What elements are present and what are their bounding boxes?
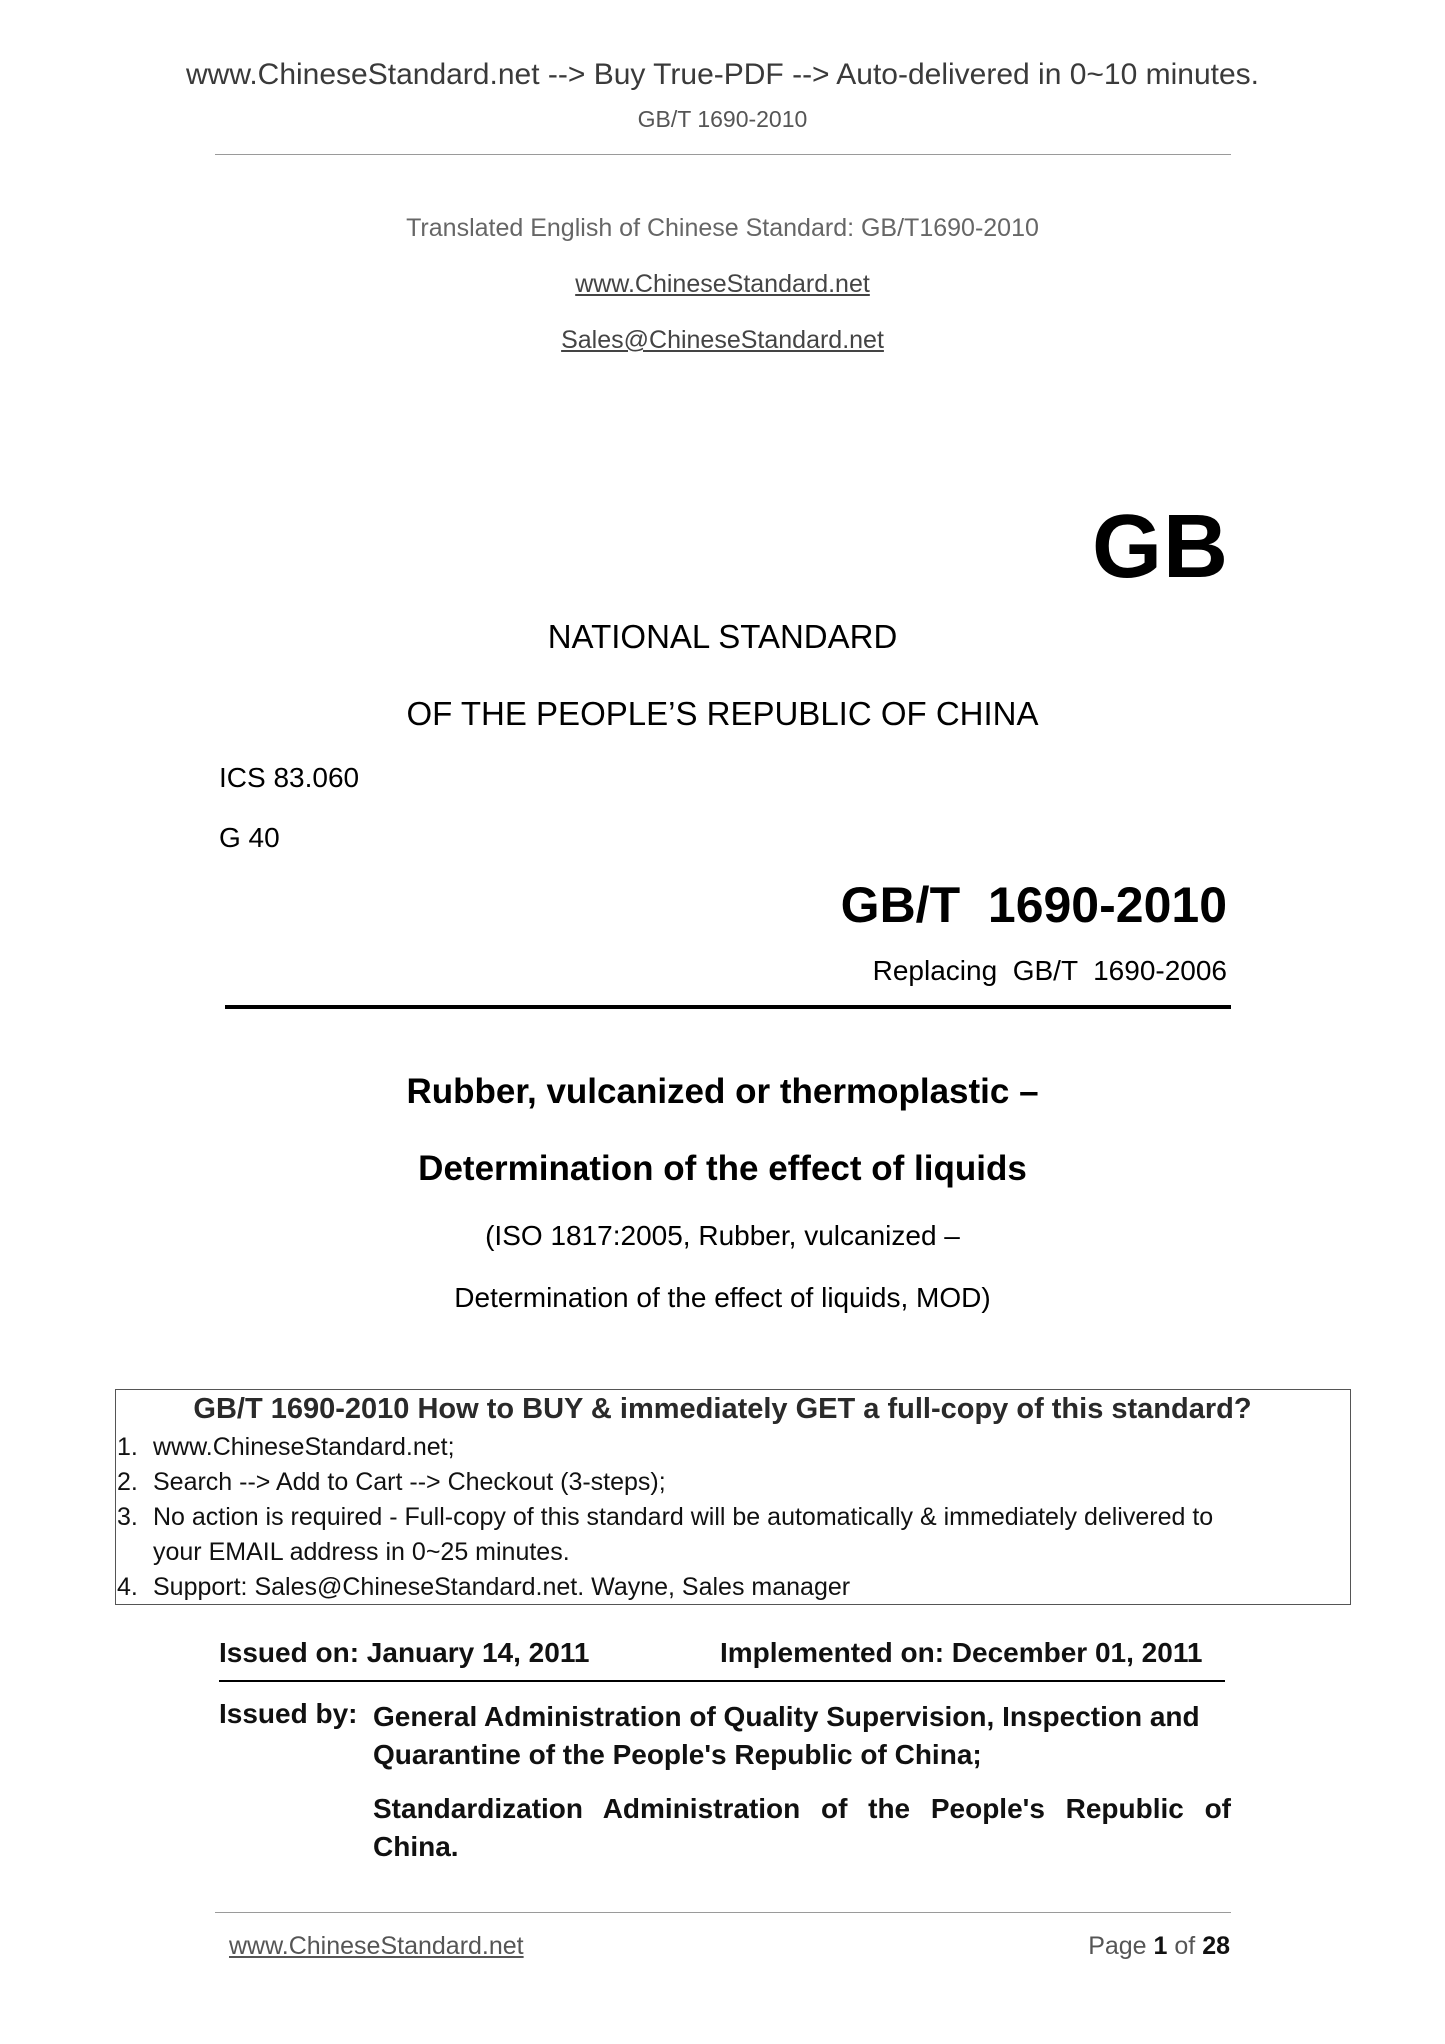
purchase-step-continuation: your EMAIL address in 0~25 minutes. <box>153 1538 570 1566</box>
iso-reference-line-1: (ISO 1817:2005, Rubber, vulcanized – <box>485 1220 960 1251</box>
translated-notice: Translated English of Chinese Standard: GB/T1690-2010 <box>406 214 1039 242</box>
total-pages: 28 <box>1202 1932 1230 1960</box>
purchase-step: 3. No action is required - Full-copy of this standard will be automatically & immediately delivered to <box>117 1503 1214 1531</box>
national-standard-heading: NATIONAL STANDARD <box>547 618 898 655</box>
standard-number: GB/T 1690-2010 <box>840 877 1227 933</box>
page-number: Page 1 of 28 <box>1088 1932 1230 1960</box>
issued-on-date: Issued on: January 14, 2011 <box>219 1637 590 1668</box>
header-divider <box>215 154 1231 155</box>
header-promo-line: www.ChineseStandard.net --> Buy True-PDF --> Auto-delivered in 0~10 minutes. <box>185 58 1260 91</box>
site-link-container <box>0 270 1445 299</box>
issuing-authority-2: Standardization Administration of the People's Republic of China. <box>373 1793 1231 1862</box>
issue-divider <box>219 1680 1225 1682</box>
purchase-step: 4. Support: Sales@ChineseStandard.net. Wayne, Sales manager <box>117 1573 851 1601</box>
current-page: 1 <box>1153 1932 1168 1960</box>
site-link[interactable]: www.ChineseStandard.net <box>575 270 870 298</box>
ccs-code: G 40 <box>219 822 280 853</box>
email-link[interactable]: Sales@ChineseStandard.net <box>561 326 884 354</box>
iso-reference-line-2: Determination of the effect of liquids, MOD) <box>454 1282 991 1313</box>
document-title-line-1: Rubber, vulcanized or thermoplastic – <box>406 1072 1039 1111</box>
republic-heading: OF THE PEOPLE’S REPUBLIC OF CHINA <box>406 695 1039 732</box>
purchase-step: 1. www.ChineseStandard.net; <box>117 1433 455 1461</box>
implemented-on-date: Implemented on: December 01, 2011 <box>720 1637 1203 1668</box>
header-standard-number: GB/T 1690-2010 <box>637 106 808 132</box>
purchase-box-title: GB/T 1690-2010 How to BUY & immediately GET a full-copy of this standard? <box>193 1393 1252 1425</box>
purchase-step: 2. Search --> Add to Cart --> Checkout (3-steps); <box>117 1468 666 1496</box>
email-link-container <box>0 326 1445 355</box>
gb-logo: GB <box>1092 497 1229 597</box>
purchase-step-1-text[interactable]: www.ChineseStandard.net; <box>153 1433 455 1461</box>
document-title-line-2: Determination of the effect of liquids <box>418 1149 1027 1188</box>
title-divider <box>225 1005 1231 1009</box>
ics-code: ICS 83.060 <box>219 762 360 793</box>
issuing-authority-1: General Administration of Quality Supervision, Inspection and Quarantine of the People's Republic of China; <box>373 1701 1200 1770</box>
footer-site-link[interactable]: www.ChineseStandard.net <box>229 1932 524 1960</box>
footer-divider <box>215 1912 1231 1913</box>
issued-by-label: Issued by: <box>219 1698 358 1729</box>
replacing-note: Replacing GB/T 1690-2006 <box>872 955 1227 986</box>
